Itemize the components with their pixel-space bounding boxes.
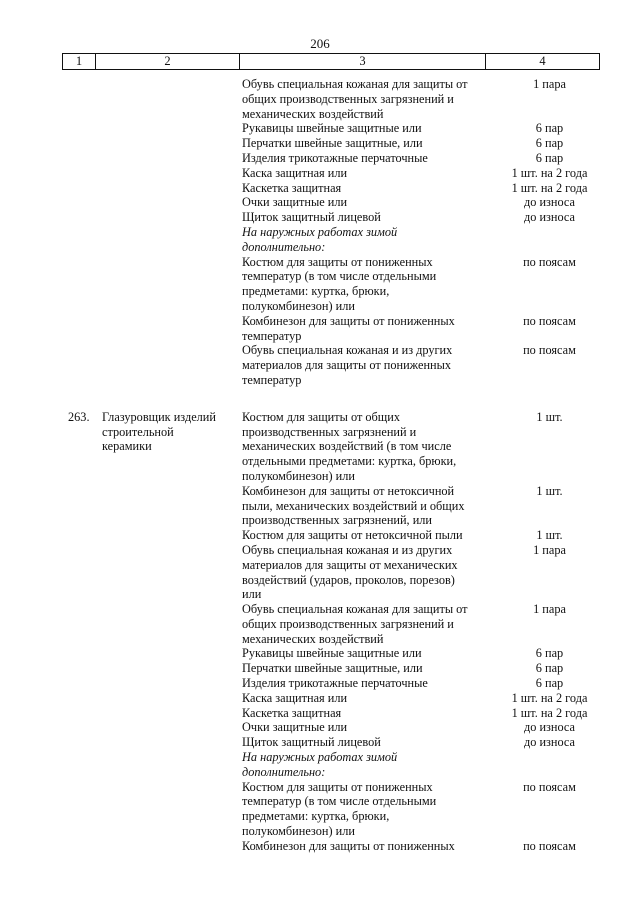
- table-row: [0, 136, 640, 151]
- table-row: [0, 166, 640, 181]
- job-title: [102, 602, 242, 646]
- item-name: Комбинезон для защиты от нетоксичной пыли, механических воздействий и общих производственных загрязнений, или: [242, 483, 465, 528]
- item-name: Костюм для защиты от нетоксичной пыли: [242, 528, 463, 543]
- table-row: [0, 676, 640, 691]
- page-number: 206: [310, 36, 330, 51]
- row-number: [68, 543, 102, 602]
- item-name: На наружных работах зимой дополнительно:: [242, 750, 398, 779]
- row-number: [68, 780, 102, 839]
- table-row: [0, 121, 640, 136]
- table-header: [62, 53, 600, 70]
- header-col-4: 4: [539, 54, 546, 68]
- item-quantity: по поясам: [523, 254, 576, 269]
- job-title: [102, 210, 242, 225]
- row-number: [68, 343, 102, 387]
- item-name: Очки защитные или: [242, 720, 348, 735]
- row-number: [68, 151, 102, 166]
- job-title: [102, 136, 242, 151]
- item-quantity: 1 шт. на 2 года: [511, 690, 588, 705]
- table-row: [0, 528, 640, 543]
- job-title: [102, 343, 242, 387]
- item-name: Изделия трикотажные перчаточные: [242, 150, 428, 165]
- row-number: [68, 121, 102, 136]
- row-number: [68, 210, 102, 225]
- header-col-2: 2: [96, 54, 240, 69]
- job-title: [102, 780, 242, 839]
- item-quantity: 1 шт.: [536, 528, 563, 543]
- job-title: [102, 166, 242, 181]
- item-quantity: 1 пара: [533, 542, 566, 557]
- table-row: [0, 720, 640, 735]
- job-title: [102, 255, 242, 314]
- item-quantity: до износа: [523, 210, 576, 225]
- table-row: [0, 750, 640, 780]
- item-name: Рукавицы швейные защитные или: [242, 121, 422, 136]
- row-number: [68, 77, 102, 121]
- job-title: [102, 720, 242, 735]
- job-title: [102, 314, 242, 344]
- table-row: [0, 410, 640, 484]
- job-title: [102, 839, 242, 854]
- job-title: [102, 750, 242, 780]
- job-title: [102, 735, 242, 750]
- job-title: [102, 646, 242, 661]
- row-number: [68, 839, 102, 854]
- item-quantity: по поясам: [523, 313, 576, 328]
- table-row: [0, 314, 640, 344]
- table-row: [0, 661, 640, 676]
- item-quantity: [487, 225, 612, 255]
- item-name: Щиток защитный лицевой: [242, 210, 381, 225]
- item-name: Каска защитная или: [242, 165, 348, 180]
- table-row: [0, 484, 640, 528]
- item-name: Каска защитная или: [242, 690, 348, 705]
- item-quantity: по поясам: [523, 838, 576, 853]
- job-title: Глазуровщик изделий строительной керамики: [102, 409, 216, 454]
- item-quantity: 1 пара: [533, 77, 566, 91]
- row-number: [68, 484, 102, 528]
- item-quantity: 6 пар: [535, 150, 564, 165]
- item-quantity: 1 пара: [533, 602, 566, 617]
- row-number: [68, 750, 102, 780]
- row-number: [68, 602, 102, 646]
- row-number: 263.: [68, 409, 90, 424]
- row-number: [68, 166, 102, 181]
- job-title: [102, 195, 242, 210]
- table-row: [0, 195, 640, 210]
- item-name: Изделия трикотажные перчаточные: [242, 676, 428, 691]
- item-quantity: [487, 750, 612, 780]
- item-name: Костюм для защиты от общих производственных загрязнений и механических воздействий (в том числе отдельными предметами: куртка, брюки, полукомбинезон) или: [242, 409, 457, 483]
- item-name: Щиток защитный лицевой: [242, 735, 381, 750]
- table-row: [0, 735, 640, 750]
- item-quantity: по поясам: [523, 779, 576, 794]
- header-col-3: 3: [240, 54, 486, 69]
- item-quantity: 6 пар: [535, 136, 564, 151]
- item-name: На наружных работах зимой дополнительно:: [242, 224, 398, 254]
- job-title: [102, 77, 242, 121]
- row-number: [68, 691, 102, 706]
- item-name: Очки защитные или: [242, 195, 348, 210]
- table-row: [0, 77, 640, 121]
- item-quantity: 6 пар: [535, 661, 564, 676]
- item-name: Обувь специальная кожаная и из других материалов для защиты от механических воздействий (ударов, проколов, порезов) или: [242, 542, 458, 602]
- row-number: [68, 181, 102, 196]
- item-quantity: 1 шт.: [536, 483, 563, 498]
- item-quantity: 1 шт. на 2 года: [511, 705, 588, 720]
- table-row: [0, 706, 640, 721]
- row-number: [68, 528, 102, 543]
- table-row: [0, 646, 640, 661]
- row-number: [68, 255, 102, 314]
- table-row: [0, 839, 640, 854]
- table-row: [0, 255, 640, 314]
- row-number: [68, 195, 102, 210]
- item-name: Рукавицы швейные защитные или: [242, 646, 422, 661]
- job-title: [102, 528, 242, 543]
- item-name: Комбинезон для защиты от пониженных температур: [242, 313, 455, 343]
- job-title: [102, 661, 242, 676]
- item-name: Перчатки швейные защитные, или: [242, 661, 423, 676]
- item-name: Костюм для защиты от пониженных температур (в том числе отдельными предметами: куртка, брюки, полукомбинезон) или: [242, 254, 437, 313]
- item-name: Обувь специальная кожаная для защиты от общих производственных загрязнений и механических воздействий: [242, 77, 468, 121]
- header-col-1: 1: [63, 54, 96, 69]
- item-quantity: до износа: [523, 195, 576, 210]
- item-quantity: до износа: [523, 720, 576, 735]
- job-title: [102, 484, 242, 528]
- job-title: [102, 691, 242, 706]
- table-row: [0, 602, 640, 646]
- item-name: Костюм для защиты от пониженных температур (в том числе отдельными предметами: куртка, брюки, полукомбинезон) или: [242, 779, 437, 839]
- item-quantity: 6 пар: [535, 676, 564, 691]
- item-name: Каскетка защитная: [242, 705, 342, 720]
- row-number: [68, 661, 102, 676]
- row-number: [68, 720, 102, 735]
- item-name: Обувь специальная кожаная и из других материалов для защиты от пониженных температур: [242, 343, 453, 387]
- job-title: [102, 676, 242, 691]
- job-title: [102, 121, 242, 136]
- section-gap: [0, 388, 640, 410]
- row-number: [68, 646, 102, 661]
- item-quantity: 1 шт. на 2 года: [511, 180, 588, 195]
- item-name: Комбинезон для защиты от пониженных: [242, 838, 455, 853]
- item-name: Обувь специальная кожаная для защиты от общих производственных загрязнений и механических воздействий: [242, 602, 468, 646]
- table-body: [0, 77, 640, 854]
- job-title: [102, 543, 242, 602]
- table-row: [0, 210, 640, 225]
- table-row: [0, 691, 640, 706]
- table-row: [0, 151, 640, 166]
- table-row: [0, 780, 640, 839]
- table-row: [0, 225, 640, 255]
- item-quantity: 1 шт. на 2 года: [511, 165, 588, 180]
- item-quantity: 6 пар: [535, 121, 564, 136]
- job-title: [102, 151, 242, 166]
- table-row: [0, 543, 640, 602]
- item-quantity: 6 пар: [535, 646, 564, 661]
- item-quantity: до износа: [523, 735, 576, 750]
- row-number: [68, 136, 102, 151]
- row-number: [68, 706, 102, 721]
- row-number: [68, 314, 102, 344]
- job-title: [102, 181, 242, 196]
- row-number: [68, 735, 102, 750]
- item-name: Каскетка защитная: [242, 180, 342, 195]
- item-name: Перчатки швейные защитные, или: [242, 136, 423, 151]
- item-quantity: по поясам: [523, 343, 576, 358]
- row-number: [68, 225, 102, 255]
- job-title: [102, 706, 242, 721]
- item-quantity: 1 шт.: [536, 409, 563, 424]
- table-row: [0, 181, 640, 196]
- job-title: [102, 225, 242, 255]
- table-row: [0, 343, 640, 387]
- row-number: [68, 676, 102, 691]
